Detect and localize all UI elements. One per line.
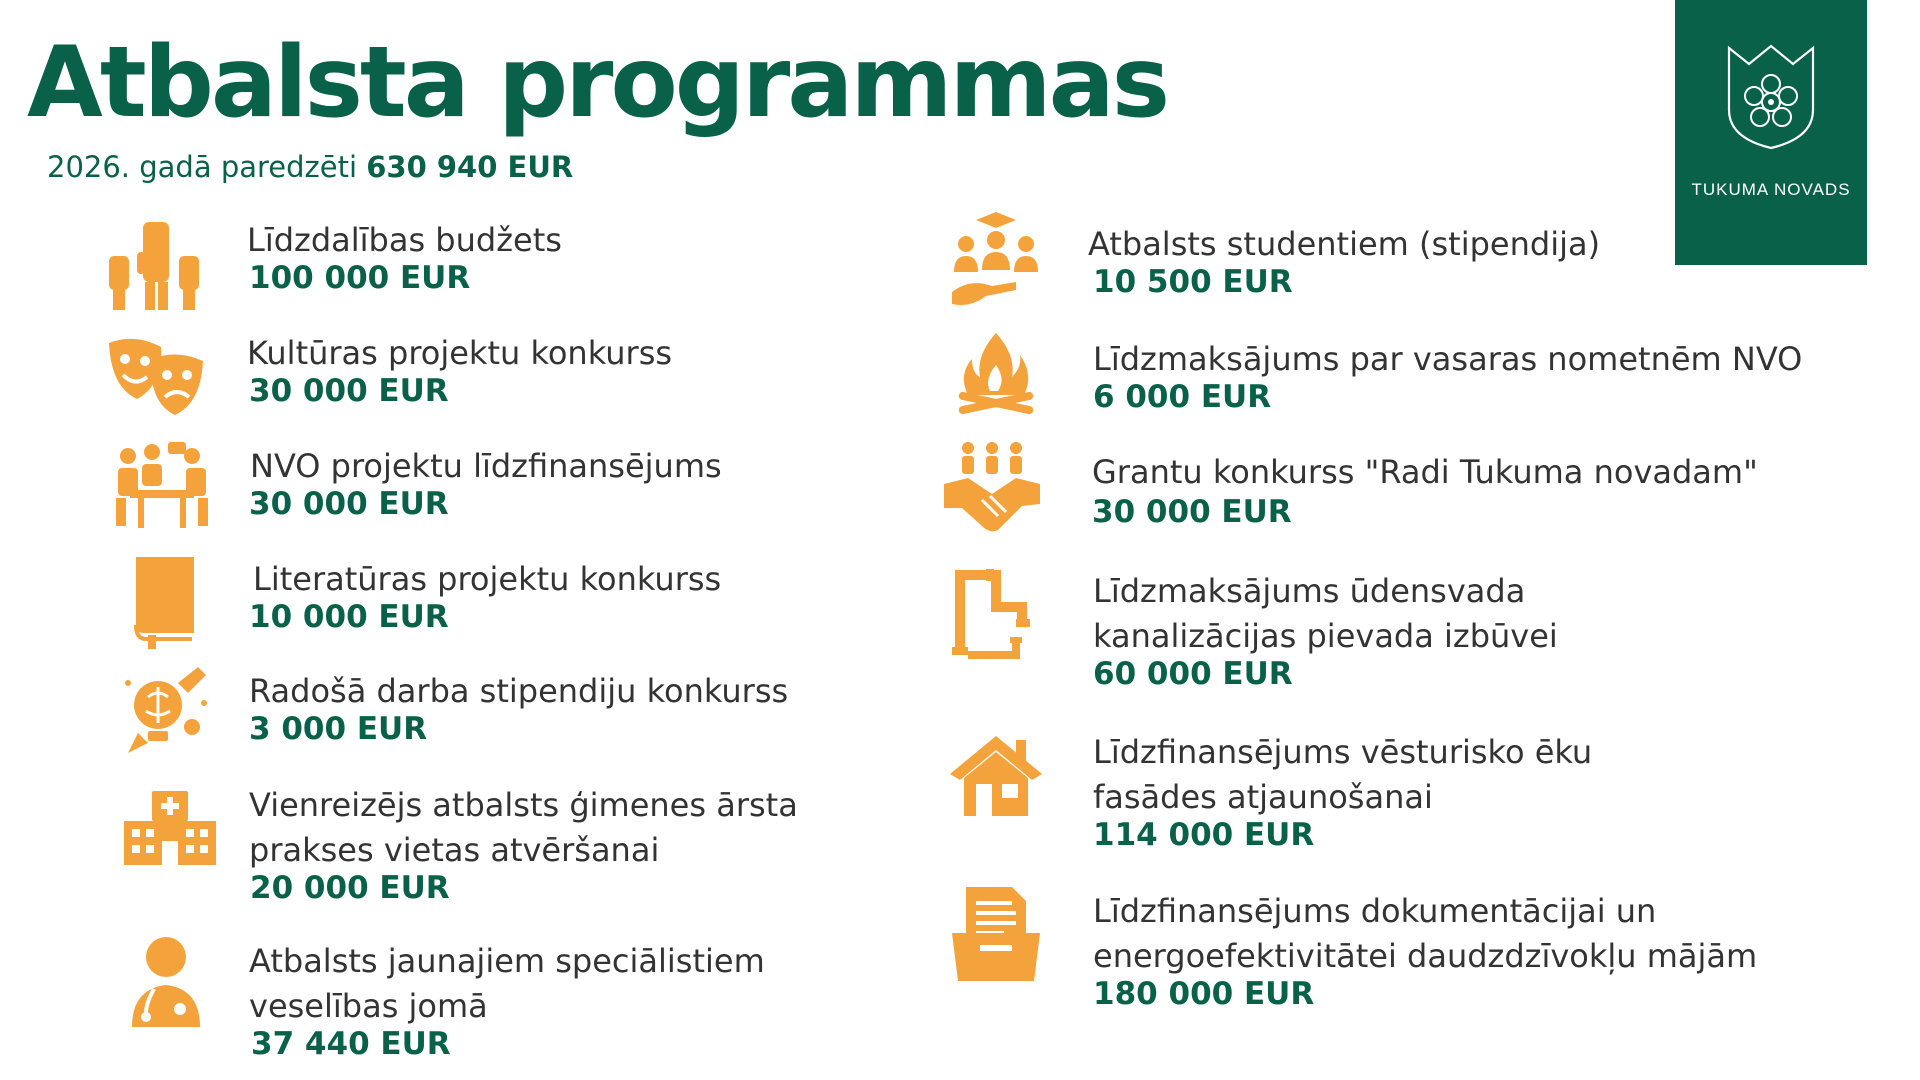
doctor-icon [118,933,218,1033]
tukuma-novads-logo [1675,0,1867,265]
program-label-line-2: prakses vietas atvēršanai [249,831,660,869]
page-title: Atbalsta programmas [27,26,1168,140]
book-icon [122,551,222,651]
program-amount: 3 000 EUR [249,711,428,747]
program-label: Līdzmaksājums par vasaras nometnēm NVO [1093,340,1803,378]
program-label: Literatūras projektu konkurss [253,560,722,598]
raised-hands-icon [105,212,205,312]
program-amount: 37 440 EUR [251,1026,451,1062]
program-label: Grantu konkurss "Radi Tukuma novadam" [1092,453,1758,491]
subtitle-prefix: 2026. gadā paredzēti [47,150,358,184]
program-label-line-2: energoefektivitātei daudzdzīvokļu mājām [1093,937,1758,975]
tukuma-crest-icon [1723,42,1819,152]
program-label-line-1: Vienreizējs atbalsts ģimenes ārsta [249,786,798,824]
program-label: Līdzdalības budžets [247,221,562,259]
program-label-line-2: veselības jomā [249,987,488,1025]
pipes-icon [946,563,1046,663]
program-amount: 10 000 EUR [249,599,449,635]
program-amount: 10 500 EUR [1093,264,1293,300]
handshake-icon [942,438,1042,538]
program-label-line-1: Atbalsts jaunajiem speciālistiem [249,942,765,980]
page-subtitle [47,150,573,184]
creative-brain-icon [118,663,218,763]
program-label: NVO projektu līdzfinansējums [250,447,722,485]
program-label-line-1: Līdzfinansējums dokumentācijai un [1093,892,1657,930]
program-label: Kultūras projektu konkurss [247,334,673,372]
document-folder-icon [946,883,1046,983]
program-label-line-2: kanalizācijas pievada izbūvei [1093,617,1558,655]
program-amount: 30 000 EUR [249,486,449,522]
campfire-icon [946,325,1046,425]
program-amount: 20 000 EUR [250,870,450,906]
house-icon [946,724,1046,824]
students-icon [946,212,1046,312]
logo-text: TUKUMA NOVADS [1691,180,1851,199]
hospital-icon [120,777,220,877]
program-amount: 30 000 EUR [249,373,449,409]
theater-masks-icon [105,325,205,425]
program-amount: 100 000 EUR [249,260,471,296]
program-amount: 6 000 EUR [1093,379,1272,415]
program-amount: 30 000 EUR [1092,494,1292,530]
program-label: Atbalsts studentiem (stipendija) [1088,225,1601,263]
program-label-line-1: Līdzmaksājums ūdensvada [1093,572,1526,610]
program-label: Radošā darba stipendiju konkurss [249,672,789,710]
program-amount: 114 000 EUR [1093,817,1315,853]
program-amount: 60 000 EUR [1093,656,1293,692]
program-label-line-1: Līdzfinansējums vēsturisko ēku [1093,733,1593,771]
program-amount: 180 000 EUR [1093,976,1315,1012]
program-label-line-2: fasādes atjaunošanai [1093,778,1433,816]
subtitle-total-amount: 630 940 EUR [366,150,574,184]
meeting-group-icon [112,438,212,538]
